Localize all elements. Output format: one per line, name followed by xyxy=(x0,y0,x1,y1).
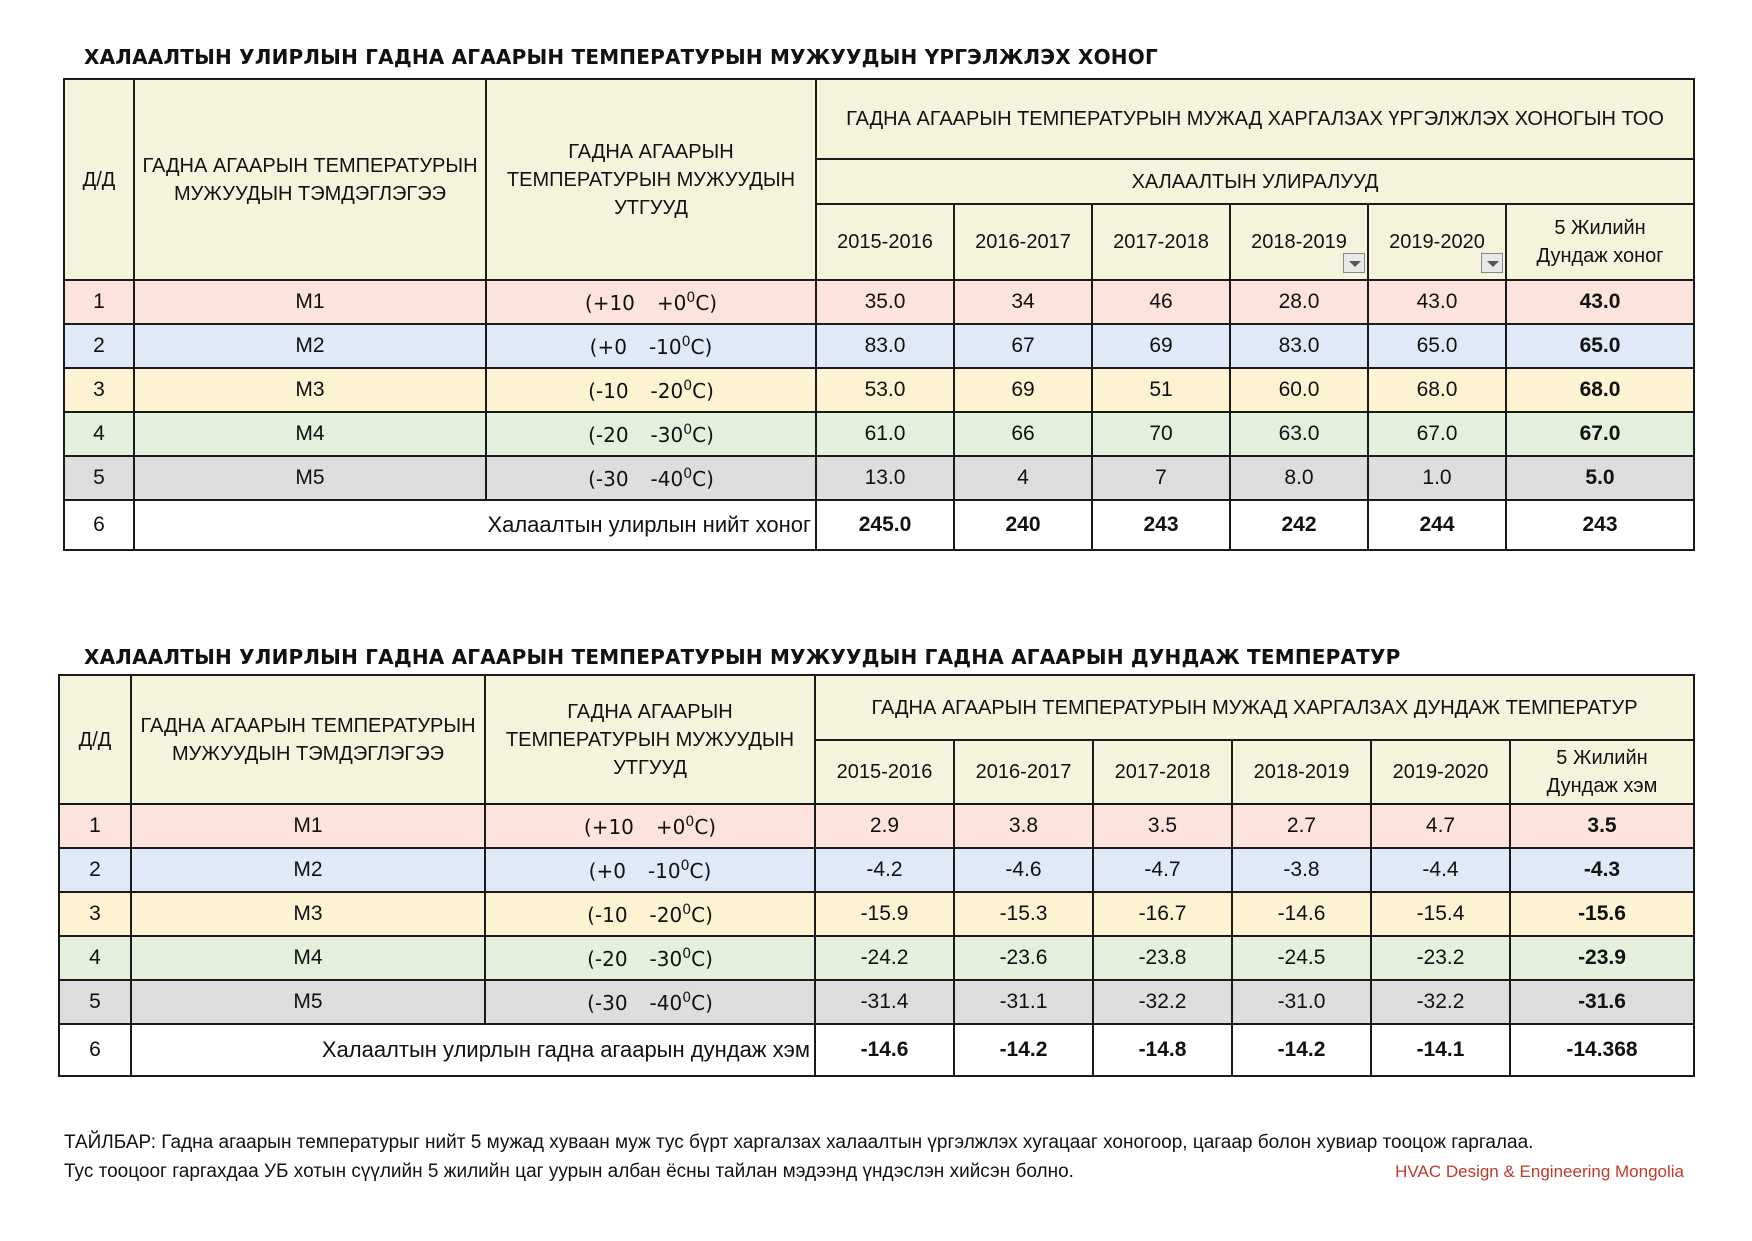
total-value: 242 xyxy=(1230,500,1368,550)
row-number: 4 xyxy=(64,412,134,456)
range-lower: -20 xyxy=(650,378,684,403)
value-cell: 68.0 xyxy=(1368,368,1506,412)
footnote-line-1: ТАЙЛБАР: Гадна агаарын температурыг нийт 5 мужад хуваан муж тус бүрт харгалзах халаалтын үргэлжлэх хугацааг хоногоор, цагаар болон хувиар тооцож гаргалаа. xyxy=(64,1132,1534,1153)
range-lower: -10 xyxy=(647,858,681,883)
row-number: 5 xyxy=(64,456,134,500)
total-avg: -14.368 xyxy=(1510,1024,1694,1076)
celsius-unit: C) xyxy=(691,990,713,1015)
value-cell: 83.0 xyxy=(1230,324,1368,368)
degree-sup: 0 xyxy=(683,377,693,394)
zone-code: M2 xyxy=(131,848,485,892)
value-cell: 2.9 xyxy=(815,804,954,848)
zone-range xyxy=(485,848,815,892)
zone-range xyxy=(485,936,815,980)
zone-range xyxy=(486,456,816,500)
celsius-unit: C) xyxy=(691,946,713,971)
range-upper: (-20 xyxy=(587,946,628,971)
row-number: 2 xyxy=(59,848,131,892)
header-designation: ГАДНА АГААРЫН ТЕМПЕРАТУРЫН МУЖУУДЫН ТЭМДЭГЛЭГЭЭ xyxy=(134,79,486,280)
header-year xyxy=(954,740,1093,804)
footnote-line-2: Тус тооцоог гаргахдаа УБ хотын сүүлийн 5 жилийн цаг уурын албан ёсны тайлан мэдээнд үндэслэн хийсэн болно. xyxy=(64,1161,1074,1182)
value-cell: 83.0 xyxy=(816,324,954,368)
header-year xyxy=(815,740,954,804)
total-avg: 243 xyxy=(1506,500,1694,550)
value-cell: 61.0 xyxy=(816,412,954,456)
zone-range xyxy=(485,892,815,936)
degree-sup: 0 xyxy=(683,465,693,482)
celsius-unit: C) xyxy=(694,814,717,839)
value-cell: 34 xyxy=(954,280,1092,324)
celsius-unit: C) xyxy=(692,378,714,403)
range-lower: -30 xyxy=(649,946,683,971)
table-row xyxy=(59,848,1694,892)
avg-cell: -4.3 xyxy=(1510,848,1694,892)
table-row xyxy=(64,324,1694,368)
row-number: 1 xyxy=(59,804,131,848)
year-label: 2016-2017 xyxy=(975,761,1072,783)
total-value: -14.6 xyxy=(815,1024,954,1076)
value-cell: 28.0 xyxy=(1230,280,1368,324)
value-cell: -15.9 xyxy=(815,892,954,936)
header-heating-seasons: ХАЛААЛТЫН УЛИРАЛУУД xyxy=(816,159,1694,204)
row-number: 1 xyxy=(64,280,134,324)
value-cell: -4.4 xyxy=(1371,848,1510,892)
header-duration-group: ГАДНА АГААРЫН ТЕМПЕРАТУРЫН МУЖАД ХАРГАЛЗАХ ҮРГЭЛЖЛЭХ ХОНОГЫН ТОО xyxy=(816,79,1694,159)
value-cell: 60.0 xyxy=(1230,368,1368,412)
range-lower: -20 xyxy=(649,902,683,927)
header-avg xyxy=(1510,740,1694,804)
range-lower: +0 xyxy=(655,814,686,839)
header-year xyxy=(1232,740,1371,804)
value-cell: 1.0 xyxy=(1368,456,1506,500)
zone-range xyxy=(486,368,816,412)
brand-label: HVAC Design & Engineering Mongolia xyxy=(1395,1162,1684,1181)
header-year xyxy=(1092,204,1230,280)
header-year xyxy=(816,204,954,280)
zone-code: M3 xyxy=(134,368,486,412)
degree-sup: 0 xyxy=(682,989,692,1006)
header-year xyxy=(1371,740,1510,804)
value-cell: 53.0 xyxy=(816,368,954,412)
header-year xyxy=(1093,740,1232,804)
total-value: 240 xyxy=(954,500,1092,550)
degree-sup: 0 xyxy=(681,333,691,350)
celsius-unit: C) xyxy=(689,858,712,883)
table-row xyxy=(59,936,1694,980)
value-cell: 2.7 xyxy=(1232,804,1371,848)
degree-sup: 0 xyxy=(682,901,692,918)
total-value: 243 xyxy=(1092,500,1230,550)
value-cell: 4.7 xyxy=(1371,804,1510,848)
row-number: 4 xyxy=(59,936,131,980)
value-cell: 69 xyxy=(954,368,1092,412)
header-values: ГАДНА АГААРЫН ТЕМПЕРАТУРЫН МУЖУУДЫН УТГУУД xyxy=(485,675,815,804)
avg-cell: -15.6 xyxy=(1510,892,1694,936)
value-cell: 67 xyxy=(954,324,1092,368)
year-label: 2017-2018 xyxy=(1114,761,1211,783)
row-number: 5 xyxy=(59,980,131,1024)
value-cell: 4 xyxy=(954,456,1092,500)
total-value: -14.2 xyxy=(954,1024,1093,1076)
celsius-unit: C) xyxy=(691,902,713,927)
total-value: -14.1 xyxy=(1371,1024,1510,1076)
total-value: 245.0 xyxy=(816,500,954,550)
row-number: 3 xyxy=(64,368,134,412)
range-upper: (-10 xyxy=(588,378,629,403)
value-cell: 70 xyxy=(1092,412,1230,456)
zone-code: M4 xyxy=(131,936,485,980)
zone-range xyxy=(486,324,816,368)
year-label: 2019-2020 xyxy=(1392,761,1489,783)
row-number: 6 xyxy=(59,1024,131,1076)
header-year xyxy=(1368,204,1506,280)
total-row xyxy=(59,1024,1694,1076)
value-cell: 66 xyxy=(954,412,1092,456)
zone-range xyxy=(486,412,816,456)
table2-title: ХАЛААЛТЫН УЛИРЛЫН ГАДНА АГААРЫН ТЕМПЕРАТУРЫН МУЖУУДЫН ГАДНА АГААРЫН ДУНДАЖ ТЕМПЕРАТУР xyxy=(84,645,1401,669)
value-cell: -15.4 xyxy=(1371,892,1510,936)
header-designation: ГАДНА АГААРЫН ТЕМПЕРАТУРЫН МУЖУУДЫН ТЭМДЭГЛЭГЭЭ xyxy=(131,675,485,804)
zone-range xyxy=(485,804,815,848)
table-row xyxy=(64,368,1694,412)
header-year xyxy=(1230,204,1368,280)
value-cell: 46 xyxy=(1092,280,1230,324)
avg-cell: 68.0 xyxy=(1506,368,1694,412)
range-lower: -40 xyxy=(650,466,684,491)
header-dd: Д/Д xyxy=(59,675,131,804)
row-number: 2 xyxy=(64,324,134,368)
range-lower: +0 xyxy=(656,290,687,315)
value-cell: 43.0 xyxy=(1368,280,1506,324)
table-row xyxy=(59,892,1694,936)
degree-sup: 0 xyxy=(686,289,696,306)
range-upper: (+10 xyxy=(583,814,634,839)
header-avg xyxy=(1506,204,1694,280)
range-upper: (-30 xyxy=(587,990,628,1015)
year-label: 2018-2019 xyxy=(1253,761,1350,783)
avg-header-line-2: Дундаж хэм xyxy=(1546,775,1658,797)
range-lower: -10 xyxy=(648,334,682,359)
value-cell: -16.7 xyxy=(1093,892,1232,936)
year-label: 2017-2018 xyxy=(1113,231,1209,253)
avg-cell: 3.5 xyxy=(1510,804,1694,848)
table-row xyxy=(64,412,1694,456)
zone-code: M4 xyxy=(134,412,486,456)
celsius-unit: C) xyxy=(692,422,714,447)
celsius-unit: C) xyxy=(690,334,713,359)
duration-table xyxy=(63,78,1695,551)
range-upper: (-30 xyxy=(588,466,629,491)
degree-sup: 0 xyxy=(680,857,690,874)
table1-title: ХАЛААЛТЫН УЛИРЛЫН ГАДНА АГААРЫН ТЕМПЕРАТУРЫН МУЖУУДЫН ҮРГЭЛЖЛЭХ ХОНОГ xyxy=(84,45,1158,69)
total-value: -14.2 xyxy=(1232,1024,1371,1076)
range-upper: (-10 xyxy=(587,902,628,927)
avg-cell: 43.0 xyxy=(1506,280,1694,324)
year-label: 2019-2020 xyxy=(1389,231,1485,253)
zone-range xyxy=(485,980,815,1024)
zone-code: M5 xyxy=(134,456,486,500)
value-cell: -14.6 xyxy=(1232,892,1371,936)
total-value: -14.8 xyxy=(1093,1024,1232,1076)
avg-cell: 5.0 xyxy=(1506,456,1694,500)
total-label: Халаалтын улирлын нийт хоног xyxy=(134,500,816,550)
year-label: 2016-2017 xyxy=(975,231,1071,253)
row-number: 6 xyxy=(64,500,134,550)
zone-range xyxy=(486,280,816,324)
avg-cell: 65.0 xyxy=(1506,324,1694,368)
filter-dropdown-icon[interactable] xyxy=(1343,253,1365,273)
value-cell: -31.0 xyxy=(1232,980,1371,1024)
value-cell: -4.2 xyxy=(815,848,954,892)
degree-sup: 0 xyxy=(682,945,692,962)
value-cell: -24.5 xyxy=(1232,936,1371,980)
value-cell: 13.0 xyxy=(816,456,954,500)
avg-cell: 67.0 xyxy=(1506,412,1694,456)
value-cell: -4.7 xyxy=(1093,848,1232,892)
value-cell: 69 xyxy=(1092,324,1230,368)
zone-code: M3 xyxy=(131,892,485,936)
zone-code: M2 xyxy=(134,324,486,368)
zone-code: M1 xyxy=(134,280,486,324)
footnote xyxy=(64,1128,1533,1186)
zone-code: M1 xyxy=(131,804,485,848)
value-cell: -3.8 xyxy=(1232,848,1371,892)
degree-sup: 0 xyxy=(685,813,695,830)
value-cell: -23.6 xyxy=(954,936,1093,980)
range-upper: (+0 xyxy=(588,858,626,883)
value-cell: -23.8 xyxy=(1093,936,1232,980)
total-row xyxy=(64,500,1694,550)
filter-dropdown-icon[interactable] xyxy=(1481,253,1503,273)
value-cell: 7 xyxy=(1092,456,1230,500)
header-year xyxy=(954,204,1092,280)
value-cell: 65.0 xyxy=(1368,324,1506,368)
value-cell: -24.2 xyxy=(815,936,954,980)
avg-temp-table xyxy=(58,674,1695,1077)
range-upper: (+10 xyxy=(584,290,635,315)
value-cell: -31.1 xyxy=(954,980,1093,1024)
avg-header-line-1: 5 Жилийн xyxy=(1554,217,1646,239)
year-label: 2015-2016 xyxy=(836,761,933,783)
degree-sup: 0 xyxy=(683,421,693,438)
value-cell: 8.0 xyxy=(1230,456,1368,500)
value-cell: -23.2 xyxy=(1371,936,1510,980)
value-cell: 3.5 xyxy=(1093,804,1232,848)
table-row xyxy=(59,980,1694,1024)
value-cell: 67.0 xyxy=(1368,412,1506,456)
value-cell: 51 xyxy=(1092,368,1230,412)
header-dd: Д/Д xyxy=(64,79,134,280)
avg-cell: -31.6 xyxy=(1510,980,1694,1024)
header-values: ГАДНА АГААРЫН ТЕМПЕРАТУРЫН МУЖУУДЫН УТГУУД xyxy=(486,79,816,280)
table-row xyxy=(59,804,1694,848)
value-cell: -15.3 xyxy=(954,892,1093,936)
zone-code: M5 xyxy=(131,980,485,1024)
year-label: 2015-2016 xyxy=(837,231,933,253)
value-cell: -31.4 xyxy=(815,980,954,1024)
value-cell: 3.8 xyxy=(954,804,1093,848)
header-avg-temp-group: ГАДНА АГААРЫН ТЕМПЕРАТУРЫН МУЖАД ХАРГАЛЗАХ ДУНДАЖ ТЕМПЕРАТУР xyxy=(815,675,1694,740)
row-number: 3 xyxy=(59,892,131,936)
value-cell: 63.0 xyxy=(1230,412,1368,456)
range-upper: (-20 xyxy=(588,422,629,447)
table-row xyxy=(64,280,1694,324)
year-label: 2018-2019 xyxy=(1251,231,1347,253)
value-cell: -4.6 xyxy=(954,848,1093,892)
celsius-unit: C) xyxy=(695,290,718,315)
range-lower: -30 xyxy=(650,422,684,447)
avg-header-line-1: 5 Жилийн xyxy=(1556,747,1648,769)
value-cell: -32.2 xyxy=(1371,980,1510,1024)
total-value: 244 xyxy=(1368,500,1506,550)
range-upper: (+0 xyxy=(589,334,627,359)
value-cell: -32.2 xyxy=(1093,980,1232,1024)
table-row xyxy=(64,456,1694,500)
total-label: Халаалтын улирлын гадна агаарын дундаж хэм xyxy=(131,1024,815,1076)
value-cell: 35.0 xyxy=(816,280,954,324)
avg-cell: -23.9 xyxy=(1510,936,1694,980)
celsius-unit: C) xyxy=(692,466,714,491)
range-lower: -40 xyxy=(649,990,683,1015)
avg-header-line-2: Дундаж хоног xyxy=(1536,245,1664,267)
